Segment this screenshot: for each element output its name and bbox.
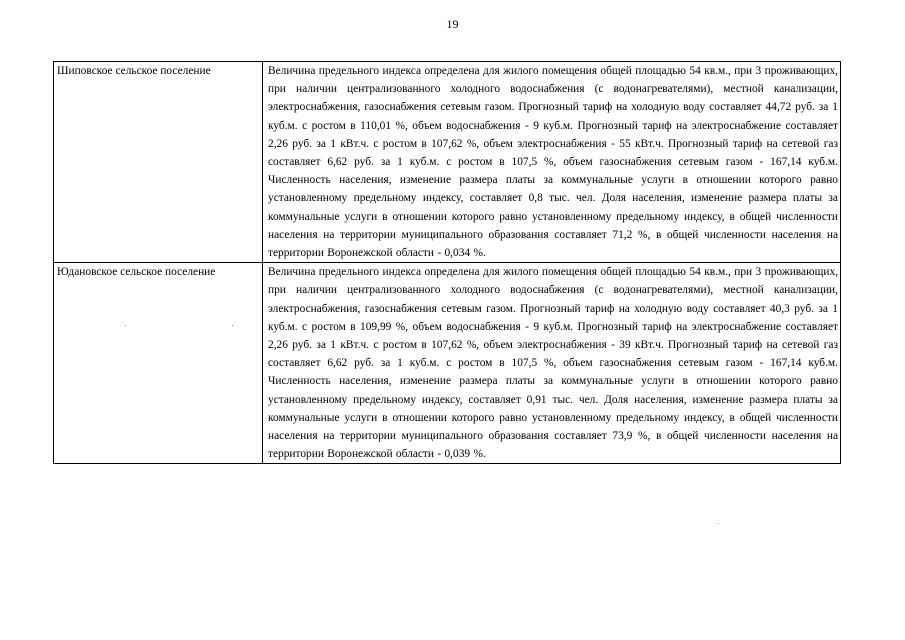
- index-description: Величина предельного индекса определена для жилого помещения общей площадью 54 кв.м., при 3 проживающих, при наличии централизованного холодного водоснабжения (с водонагревателями), местной канализации, электроснабжения, газоснабжения сетевым газом. Прогнозный тариф на холодную воду составляет 40,3 руб. за 1 куб.м. с ростом в 109,99 %, объем водоснабжения - 9 куб.м. Прогнозный тариф на электроснабжение составляет 2,26 руб. за 1 кВт.ч. с ростом в 107,62 %, объем электроснабжения - 39 кВт.ч. Прогнозный тариф на сетевой газ составляет 6,62 руб. за 1 куб.м. с ростом в 107,5 %, объем газоснабжения сетевым газом - 167,14 куб.м. Численность населения, изменение размера платы за коммунальные услуги в отношении которого равно установленному предельному индексу, составляет 0,91 тыс. чел. Доля населения, изменение размера платы за коммунальные услуги в отношении которого равно установленному предельному индексу, в общей численности населения на территории муниципального образования составляет 73,9 %, в общей численности населения на территории Воронежской области - 0,039 %.: [268, 266, 838, 461]
- settlement-name-cell: [54, 263, 263, 464]
- settlement-name-cell: [54, 62, 263, 263]
- scan-speck: [232, 325, 233, 326]
- index-description-cell: [263, 263, 841, 464]
- index-description: Величина предельного индекса определена для жилого помещения общей площадью 54 кв.м., при 3 проживающих, при наличии централизованного холодного водоснабжения (с водонагревателями), местной канализации, электроснабжения, газоснабжения сетевым газом. Прогнозный тариф на холодную воду составляет 44,72 руб. за 1 куб.м. с ростом в 110,01 %, объем водоснабжения - 9 куб.м. Прогнозный тариф на электроснабжение составляет 2,26 руб. за 1 кВт.ч. с ростом в 107,62 %, объем электроснабжения - 55 кВт.ч. Прогнозный тариф на сетевой газ составляет 6,62 руб. за 1 куб.м. с ростом в 107,5 %, объем газоснабжения сетевым газом - 167,14 куб.м. Численность населения, изменение размера платы за коммунальные услуги в отношении которого равно установленному предельному индексу, составляет 0,8 тыс. чел. Доля населения, изменение размера платы за коммунальные услуги в отношении которого равно установленному предельному индексу, в общей численности населения на территории муниципального образования составляет 71,2 %, в общей численности населения на территории Воронежской области - 0,034 %.: [268, 65, 838, 260]
- scan-speck: [125, 325, 126, 326]
- page-number: 19: [446, 17, 459, 31]
- tariff-index-table: [53, 61, 841, 464]
- settlement-name: Юдановское сельское поселение: [57, 266, 216, 279]
- table-row: [54, 62, 841, 263]
- settlement-name: Шиповское сельское поселение: [57, 65, 211, 77]
- index-description-cell: [263, 62, 841, 263]
- scan-speck: [718, 523, 719, 524]
- table-row: [54, 263, 841, 464]
